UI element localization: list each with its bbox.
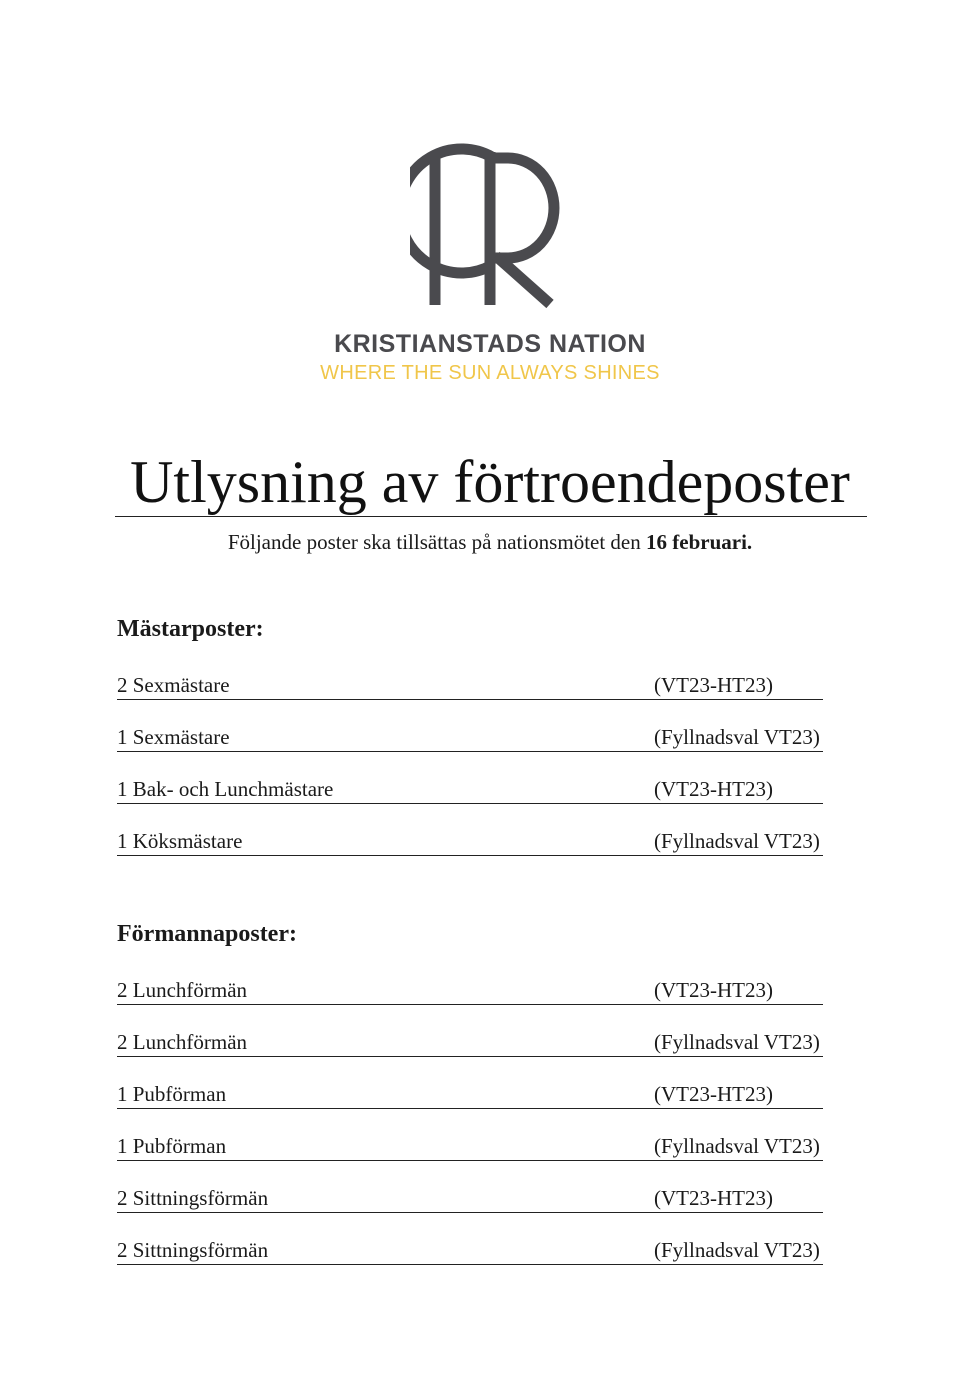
section-heading-formannaposter: Förmannaposter: [117,921,297,947]
post-name: 2 Sexmästare [117,673,230,697]
post-name: 2 Sittningsförmän [117,1238,269,1262]
post-term: (VT23-HT23) [654,777,773,801]
list-item [117,829,823,856]
post-term: (VT23-HT23) [654,1082,773,1106]
post-term: (Fyllnadsval VT23) [654,1134,820,1158]
post-name: 1 Pubförman [117,1082,227,1106]
intro-date: 16 februari. [646,530,753,554]
list-item [117,1030,823,1057]
post-term: (Fyllnadsval VT23) [654,1030,820,1054]
post-term: (VT23-HT23) [654,1186,773,1210]
title-underline [115,516,867,517]
list-item [117,725,823,752]
section-heading-mastarposter: Mästarposter: [117,616,264,642]
post-term: (Fyllnadsval VT23) [654,829,820,853]
page-title: Utlysning av förtroendeposter [130,449,850,515]
post-name: 2 Lunchförmän [117,978,248,1002]
post-name: 1 Sexmästare [117,725,230,749]
post-name: 1 Köksmästare [117,829,243,853]
list-item [117,1082,823,1109]
org-tagline: WHERE THE SUN ALWAYS SHINES [320,362,660,384]
intro-sentence: Följande poster ska tillsättas på nationsmötet den [227,530,647,554]
post-term: (VT23-HT23) [654,673,773,697]
post-name: 1 Bak- och Lunchmästare [117,777,334,801]
post-term: (VT23-HT23) [654,978,773,1002]
logo [0,140,980,310]
post-term: (Fyllnadsval VT23) [654,1238,820,1262]
kr-monogram-icon [410,140,570,310]
list-item [117,777,823,804]
list-item [117,1186,823,1213]
org-name: KRISTIANSTADS NATION [334,330,646,358]
list-item [117,1238,823,1265]
post-name: 2 Sittningsförmän [117,1186,269,1210]
post-name: 2 Lunchförmän [117,1030,248,1054]
intro-text [0,530,980,555]
list-item [117,1134,823,1161]
post-term: (Fyllnadsval VT23) [654,725,820,749]
post-name: 1 Pubförman [117,1134,227,1158]
list-item [117,673,823,700]
list-item [117,978,823,1005]
